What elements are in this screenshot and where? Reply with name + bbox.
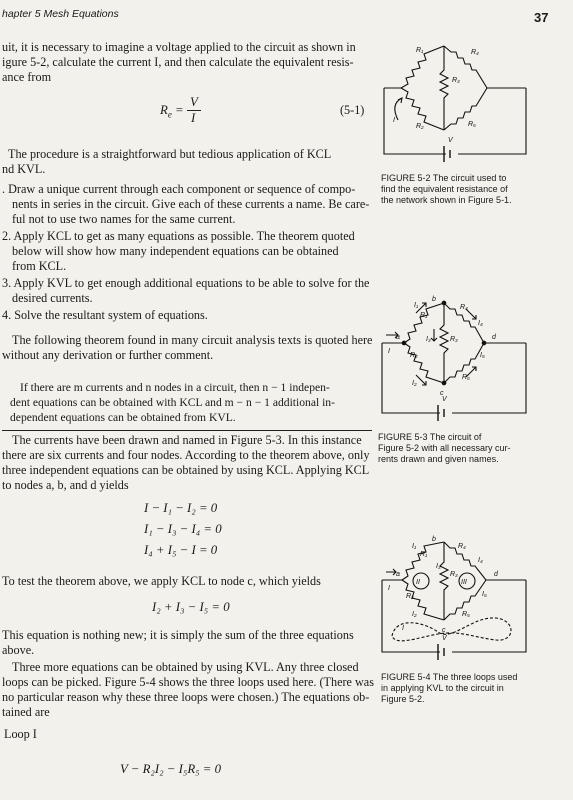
figure-5-3-caption-line-2: Figure 5-2 with all necessary cur- (378, 443, 511, 453)
label-r2: R₂ (410, 352, 418, 359)
label-loop-i: I (402, 625, 404, 632)
node-a (402, 341, 406, 345)
label-c: c (442, 627, 446, 634)
para3-line-2: there are six currents and four nodes. According to the theorem above, only (2, 448, 370, 462)
label-current-i: I (388, 585, 390, 592)
node-c (442, 381, 446, 385)
theorem-line-1: If there are m currents and n nodes in a circuit, then n − 1 indepen- (20, 381, 330, 394)
label-r4: R₄ (460, 304, 468, 311)
eq-lhs-sub: e (167, 109, 172, 120)
eq-tag: (5-1) (340, 103, 365, 117)
label-i4: I₄ (478, 320, 483, 327)
label-r5: R₅ (462, 611, 470, 618)
label-i3: I₃ (436, 563, 441, 570)
label-r2: R₂ (406, 593, 414, 600)
label-loop-iii: III (461, 579, 467, 586)
figure-5-3-caption-line-1: FIGURE 5-3 The circuit of (378, 432, 482, 442)
step-number: 3. (2, 276, 14, 290)
theorem-intro-line-2: without any derivation or further comment. (2, 348, 214, 362)
figure-5-2-caption-line-2: find the equivalent resistance of (381, 184, 508, 194)
label-r1: R₁ (416, 47, 424, 54)
para6-line-4: tained are (2, 705, 50, 719)
step-number: 2. (2, 229, 14, 243)
kcl-equation-a: I − I₁ − I₂ = 0 (144, 501, 218, 515)
para2-line-2: nd KVL. (2, 162, 46, 176)
intro-line-1: uit, it is necessary to imagine a voltage applied to the circuit as shown in (2, 40, 356, 54)
label-r3: R₃ (450, 336, 458, 343)
theorem-line-3: dependent equations can be obtained from KVL. (10, 411, 236, 424)
label-i2: I₂ (412, 611, 417, 618)
eq-denominator: I (191, 111, 196, 125)
label-i1: I₁ (414, 302, 419, 309)
label-a: a (396, 571, 400, 578)
label-i1: I₁ (412, 543, 417, 550)
label-r5: R₅ (468, 121, 476, 128)
label-r3: R₃ (450, 571, 458, 578)
step-3-line-1: Apply KVL to get enough additional equations to be able to solve for the (13, 276, 370, 290)
intro-line-3: ance from (2, 70, 52, 84)
para6-line-1: Three more equations can be obtained by using KVL. Any three closed (12, 660, 359, 674)
label-d: d (492, 334, 496, 341)
step-number: 4. (2, 308, 15, 322)
label-i3: I₃ (426, 336, 431, 343)
step-2-line-3: from KCL. (12, 259, 67, 273)
label-loop-ii: II (416, 579, 420, 586)
step-1-line-2: nents in series in the circuit. Give each of these currents a name. Be care- (12, 197, 370, 211)
label-r5: R₅ (462, 374, 470, 381)
wire (384, 88, 526, 154)
label-r4: R₄ (471, 49, 479, 56)
resistor-r1 (402, 542, 444, 580)
page-number: 37 (534, 10, 549, 25)
current-arrow (386, 569, 396, 575)
para5-line-2: above. (2, 643, 35, 657)
intro-line-2: igure 5-2, calculate the current I, and then calculate the equivalent resis- (2, 55, 354, 69)
label-i2: I₂ (412, 380, 417, 387)
figure-5-3-caption-line-3: rents drawn and given names. (378, 454, 499, 464)
loop-i-path (392, 618, 511, 641)
step-2-line-1: Apply KCL to get as many equations as possible. The theorem quoted (13, 229, 355, 243)
step-2-line-2: below will show how many independent equations can be obtained (12, 244, 339, 258)
step-3-line-2: desired currents. (12, 291, 93, 305)
figure-5-3-circuit (376, 295, 546, 425)
para4: To test the theorem above, we apply KCL to node c, which yields (2, 574, 321, 588)
wire (382, 343, 526, 413)
para6-line-3: no particular reason why these three loops were chosen.) The equations ob- (2, 690, 370, 704)
label-r3: R₃ (452, 77, 460, 84)
label-c: c (440, 390, 444, 397)
step-4-line-1: Solve the resultant system of equations. (14, 308, 208, 322)
resistor-r2 (402, 580, 444, 620)
para3-line-3: three independent equations can be obtained by using KCL. Applying KCL (2, 463, 370, 477)
section-divider (2, 430, 372, 431)
node-b (442, 301, 446, 305)
kcl-equation-b: I₁ − I₃ − I₄ = 0 (144, 522, 222, 536)
step-1-line-1: Draw a unique current through each component or sequence of compo- (8, 182, 356, 196)
label-voltage-v: V (442, 396, 447, 403)
label-i4: I₄ (478, 557, 483, 564)
label-voltage-v: V (442, 635, 447, 642)
step-1-line-3: ful not to use two names for the same current. (12, 212, 236, 226)
resistor-r4 (444, 46, 487, 88)
label-current-i: I (388, 348, 390, 355)
label-d: d (494, 571, 498, 578)
eq-numerator: V (190, 95, 198, 109)
label-a: a (396, 334, 400, 341)
eq-lhs: R (160, 103, 168, 117)
label-r1: R₁ (420, 312, 428, 319)
para2-line-1: The procedure is a straightforward but tedious application of KCL (8, 147, 332, 161)
figure-5-4-circuit (376, 538, 546, 668)
current-arrow (416, 375, 426, 385)
figure-5-2-caption-line-1: FIGURE 5-2 The circuit used to (381, 173, 507, 183)
label-i5: I₅ (480, 352, 485, 359)
kcl-equation-d: I₄ + I₅ − I = 0 (144, 543, 218, 557)
resistor-r3 (440, 542, 448, 620)
resistor-r3 (440, 303, 448, 383)
label-current-i: I (393, 117, 395, 124)
para3-line-4: to nodes a, b, and d yields (2, 478, 129, 492)
step-number: . (2, 182, 9, 196)
figure-5-4-caption-line-2: in applying KVL to the circuit in (381, 683, 504, 693)
resistor-r3 (440, 46, 448, 130)
label-i5: I₅ (482, 591, 487, 598)
para5-line-1: This equation is nothing new; it is simply the sum of the three equations (2, 628, 354, 642)
node-d (482, 341, 486, 345)
current-arrow (431, 329, 437, 341)
kcl-equation-c: I₂ + I₃ − I₅ = 0 (152, 600, 230, 614)
para3-line-1: The currents have been drawn and named in Figure 5-3. In this instance (12, 433, 362, 447)
label-voltage-v: V (448, 137, 453, 144)
running-head: hapter 5 Mesh Equations (2, 8, 119, 20)
resistor-r5 (444, 88, 487, 130)
para6-line-2: loops can be picked. Figure 5-4 shows the three loops used here. (There was (2, 675, 374, 689)
theorem-intro-line-1: The following theorem found in many circuit analysis texts is quoted here (12, 333, 373, 347)
figure-5-2-circuit (376, 40, 546, 170)
label-r1: R₁ (420, 551, 428, 558)
theorem-line-2: dent equations can be obtained with KCL and m − n − 1 additional in- (10, 396, 335, 409)
figure-5-4-caption-line-3: Figure 5-2. (381, 694, 425, 704)
figure-5-2-caption-line-3: the network shown in Figure 5-1. (381, 195, 512, 205)
loop-label: Loop I (4, 727, 37, 741)
label-b: b (432, 536, 436, 543)
figure-5-4-caption-line-1: FIGURE 5-4 The three loops used (381, 672, 518, 682)
resistor-r2 (404, 343, 444, 383)
label-b: b (432, 296, 436, 303)
kvl-equation-loop-1: V − R₂I₂ − I₅R₅ = 0 (120, 762, 222, 776)
label-r2: R₂ (416, 123, 424, 130)
label-r4: R₄ (458, 543, 466, 550)
resistor-r1 (404, 303, 444, 343)
